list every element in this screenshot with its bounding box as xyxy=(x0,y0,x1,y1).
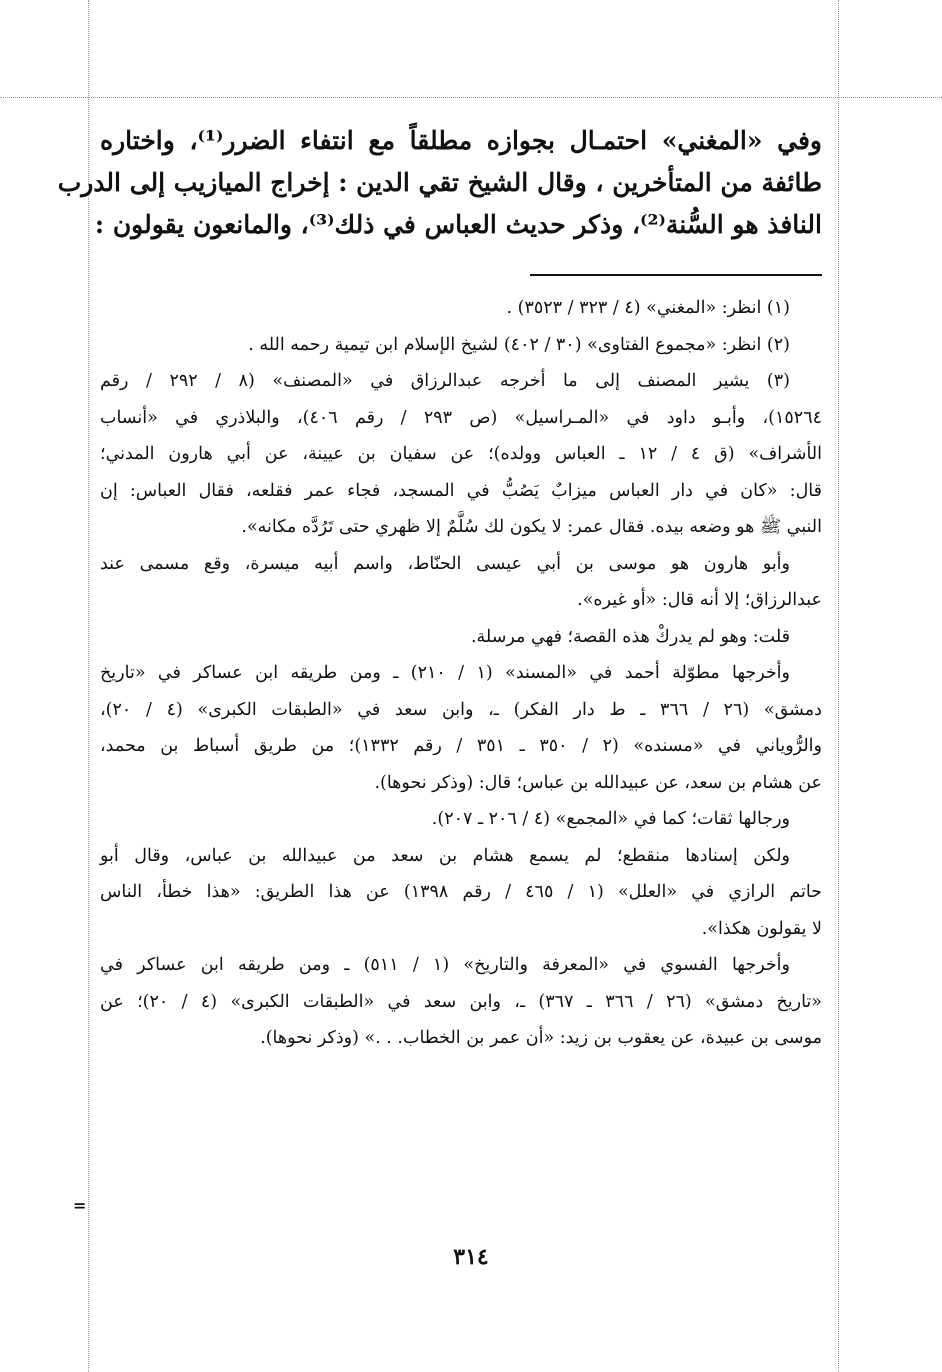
main-text-line: طائفة من المتأخرين ، وقال الشيخ تقي الدين : إخراج الميازيب إلى الدرب xyxy=(57,168,822,197)
footnote-3-line: قلت: وهو لم يدركْ هذه القصة؛ فهي مرسلة. xyxy=(470,626,790,647)
footnote-3-line: قال: «كان في دار العباس ميزابٌ يَصُبُّ في المسجد، فجاء عمر فقلعه، فقال العباس: إن xyxy=(100,480,822,501)
footnote-3-line: عبدالرزاق؛ إلا أنه قال: «أو غيره». xyxy=(577,590,822,610)
footnote-3-line: والرُّوياني في «مسنده» (٢ / ٣٥٠ ـ ٣٥١ / رقم ١٣٣٢)؛ من طريق أسباط بن محمد، xyxy=(100,736,822,756)
footnote-3-line: عن هشام بن سعد، عن عبيدالله بن عباس؛ قال: (وذكر نحوها). xyxy=(374,772,822,793)
footnote-3-line: ورجالها ثقات؛ كما في «المجمع» (٤ / ٢٠٦ ـ ٢٠٧). xyxy=(431,809,790,829)
footnote-3-line: وأخرجها الفسوي في «المعرفة والتاريخ» (١ / ٥١١) ـ ومن طريقه ابن عساكر في xyxy=(100,955,790,975)
footnote-3-line: دمشق» (٢٦ / ٣٦٦ ـ ط دار الفكر) ـ، وابن سعد في «الطبقات الكبرى» (٤ / ٢٠)، xyxy=(100,699,822,720)
footnote-1: (١) انظر: «المغني» (٤ / ٣٢٣ / ٣٥٢٣) . xyxy=(506,298,790,318)
main-text-line: النافذ هو السُّنة⁽²⁾، وذكر حديث العباس في ذلك⁽³⁾، والمانعون يقولون : xyxy=(94,210,822,239)
footnote-3-line: لا يقولون هكذا». xyxy=(701,918,822,939)
page-number: ٣١٤ xyxy=(453,1244,489,1270)
footnote-3-line: «تاريخ دمشق» (٢٦ / ٣٦٦ ـ ٣٦٧) ـ، وابن سعد في «الطبقات الكبرى» (٤ / ٢٠)؛ عن xyxy=(100,991,822,1012)
footnote-2: (٢) انظر: «مجموع الفتاوى» (٣٠ / ٤٠٢) لشيخ الإسلام ابن تيمية رحمه الله . xyxy=(248,334,790,355)
footnote-3-line: ولكن إسنادها منقطع؛ لم يسمع هشام بن سعد من عبيدالله بن عباس، وقال أبو xyxy=(100,845,790,866)
crop-guide-right xyxy=(838,0,839,1372)
main-text xyxy=(57,120,822,246)
footnote-3-line: الأشراف» (ق ٤ / ١٢ ـ العباس وولده)؛ عن سفيان بن عيينة، عن أبي هارون المدني؛ xyxy=(100,444,822,464)
page-body xyxy=(57,120,822,1057)
footnote-3-line: (٣) يشير المصنف إلى ما أخرجه عبدالرزاق في «المصنف» (٨ / ٢٩٢ / رقم xyxy=(100,371,790,391)
footnote-3-line: وأبو هارون هو موسى بن أبي عيسى الحنّاط، واسم أبيه ميسرة، وقع مسمى عند xyxy=(100,553,790,574)
crop-guide-top xyxy=(0,97,942,98)
continuation-mark: = xyxy=(73,1196,87,1215)
footnote-3-line: موسى بن عبيدة، عن يعقوب بن زيد: «أن عمر بن الخطاب. . .» (وذكر نحوها). xyxy=(260,1028,822,1048)
footnote-3-line: وأخرجها مطوّلة أحمد في «المسند» (١ / ٢١٠) ـ ومن طريقه ابن عساكر في «تاريخ xyxy=(100,663,790,683)
footnote-3-line: حاتم الرازي في «العلل» (١ / ٤٦٥ / رقم ١٣٩٨) عن هذا الطريق: «هذا خطأ، الناس xyxy=(100,882,822,902)
footnotes xyxy=(100,290,822,1057)
footnote-separator xyxy=(530,274,822,276)
main-text-line: وفي «المغني» احتمـال بجوازه مطلقاً مع انتفاء الضرر⁽¹⁾، واختاره xyxy=(100,126,822,155)
crop-guide-left xyxy=(88,0,89,1372)
footnote-3-line: النبي ﷺ هو وضعه بيده. فقال عمر: لا يكون لك سُلَّمٌ إلا ظهري حتى تَرُدَّه مكانه». xyxy=(241,517,822,537)
footnote-3-line: ١٥٢٦٤)، وأبـو داود في «المـراسيل» (ص ٢٩٣ / رقم ٤٠٦)، والبلاذري في «أنساب xyxy=(100,407,822,428)
